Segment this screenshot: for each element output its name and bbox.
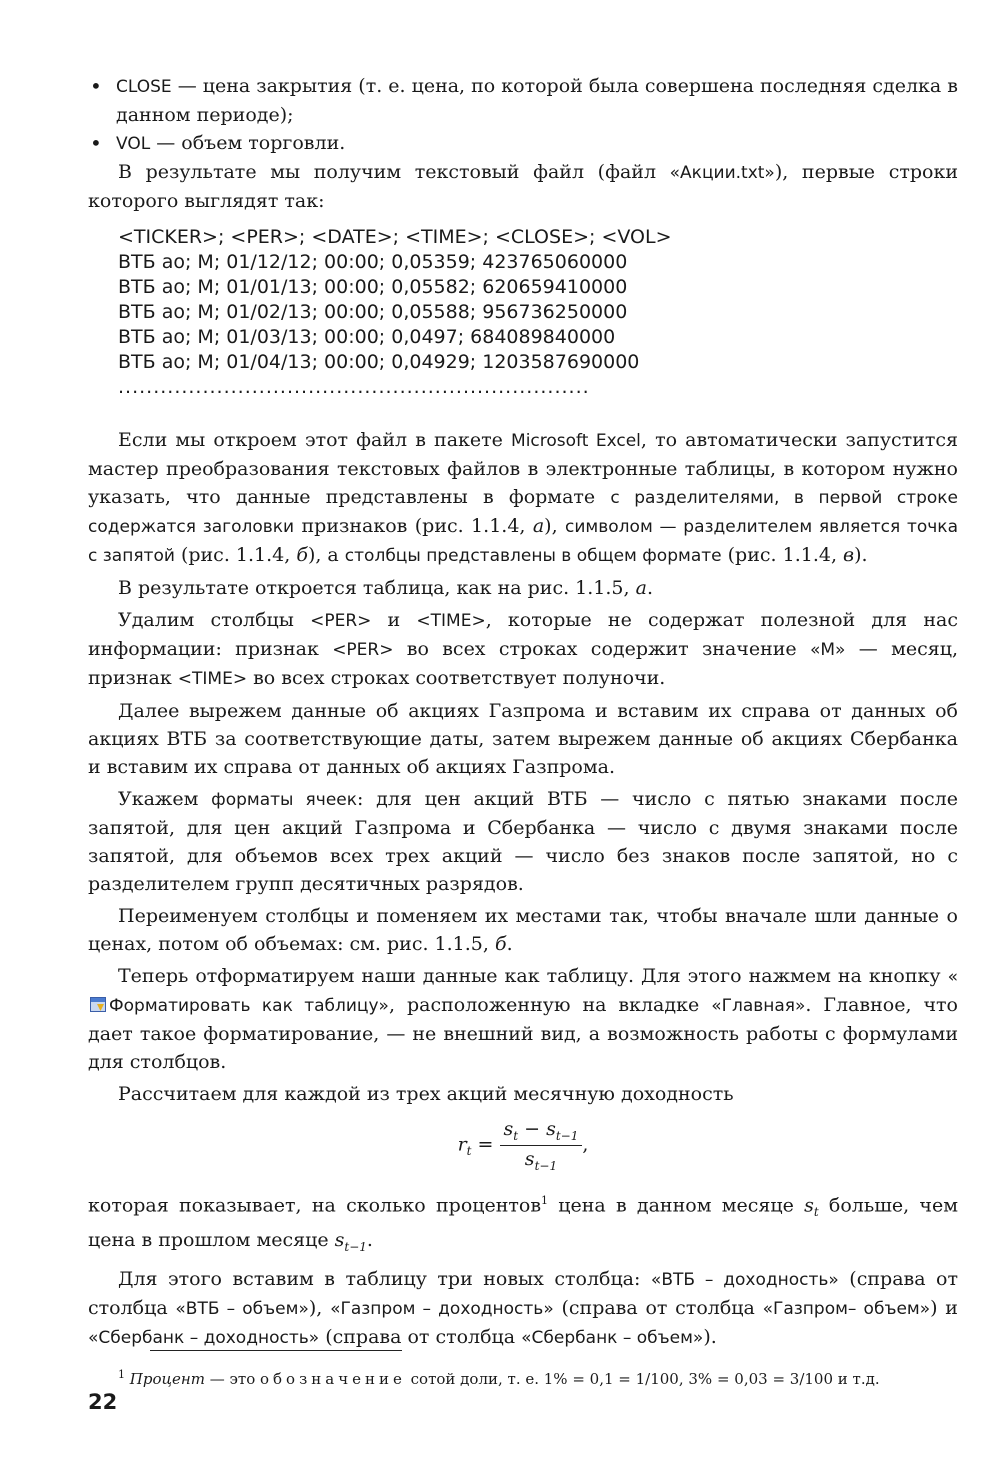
bullet-vol bbox=[88, 129, 958, 158]
term-vol: VOL bbox=[116, 134, 151, 154]
code-line: ВТБ ао; M; 01/03/13; 00:00; 0,0497; 684089840000 bbox=[118, 326, 616, 348]
code-line: <TICKER>; <PER>; <DATE>; <TIME>; <CLOSE>; <VOL> bbox=[118, 226, 672, 248]
paragraph-calc: Рассчитаем для каждой из трех акций месячную доходность bbox=[118, 1083, 734, 1105]
page-number: 22 bbox=[88, 1390, 118, 1414]
paragraph-formats: Укажем форматы ячеек: для цен акций ВТБ — число с пятью знаками после запятой, для цен акций Газпрома и Сбербанка — число с двумя знаками после запятой, для объемов всех трех акций — число без знаков после запятой, но с разделителем групп десятичных разрядов. bbox=[88, 788, 958, 895]
bullet-text: — цена закрытия (т. е. цена, по которой была совершена последняя сделка в данном периоде); bbox=[116, 75, 958, 126]
paragraph-excel: Если мы откроем этот файл в пакете Microsoft Excel, то автоматически запустится мастер преобразования текстовых файлов в электронные таблицы, в котором нужно указать, что данные представлены в формате с разделителями, в первой строке содержатся заголовки признаков (рис. 1.1.4, а), символом — разделителем является точка с запятой (рис. 1.1.4, б), а столбцы представлены в общем формате (рис. 1.1.4, в). bbox=[88, 429, 959, 566]
format-as-table-icon bbox=[90, 997, 106, 1012]
bullet-text: — объем торговли. bbox=[150, 132, 346, 154]
file-name: «Акции.txt» bbox=[669, 163, 775, 183]
paragraph-insert: Для этого вставим в таблицу три новых столбца: «ВТБ – доходность» (справа от столбца «ВТБ – объем»), «Газпром – доходность» (справа от столбца «Газпром– объем») и «Сбербанк – доходность» (справа от столбца «Сбербанк – объем»). bbox=[88, 1267, 958, 1348]
term-close: CLOSE bbox=[116, 77, 172, 97]
paragraph-intro: В результате мы получим текстовый файл (файл «Акции.txt»), первые строки которого выглядят так: bbox=[88, 161, 958, 212]
footnote-ref: 1 bbox=[541, 1193, 549, 1207]
code-line: ВТБ ао; M; 01/04/13; 00:00; 0,04929; 1203587690000 bbox=[118, 351, 640, 373]
paragraph-table: В результате откроется таблица, как на рис. 1.1.5, а. bbox=[118, 577, 653, 599]
code-block bbox=[88, 225, 958, 400]
code-line: ВТБ ао; M; 01/02/13; 00:00; 0,05588; 956736250000 bbox=[118, 301, 628, 323]
paragraph-rename: Переименуем столбцы и поменяем их местами так, чтобы вначале шли данные о ценах, потом об объемах: см. рис. 1.1.5, б. bbox=[88, 905, 958, 955]
footnote: $^1$ Процент — это обозначение сотой доли, т. е. 1% = 0,1 = 1/100, 3% = 0,03 = 3/100 и т.д. bbox=[118, 1368, 880, 1388]
footnote-divider bbox=[150, 1350, 402, 1351]
return-formula: $r_t$ = $\frac{s_t - s_{t-1}}{s_{t-1}}$ , bbox=[457, 1118, 589, 1173]
code-ellipsis: ................................................................... bbox=[118, 376, 590, 398]
code-line: ВТБ ао; M; 01/12/12; 00:00; 0,05359; 423765060000 bbox=[118, 251, 628, 273]
paragraph-format-table: Теперь отформатируем наши данные как таблицу. Для этого нажмем на кнопку «Форматировать как таблицу», расположенную на вкладке «Главная». Главное, что дает такое форматирование, — не внешний вид, а возможность работы с формулами для столбцов. bbox=[88, 965, 958, 1073]
bullet-close bbox=[88, 72, 958, 129]
paragraph-after-formula: которая показывает, на сколько процентов$^1$ цена в данном месяце $s_t$ больше, чем цена в прошлом месяце $s_{t-1}$. bbox=[88, 1193, 958, 1254]
fraction: $\frac{s_t - s_{t-1}}{s_{t-1}}$ bbox=[500, 1118, 583, 1173]
paragraph-cut: Далее вырежем данные об акциях Газпрома и вставим их справа от данных об акциях ВТБ за соответствующие даты, затем вырежем данные об акциях Сбербанка и вставим их справа от данных об акциях Газпрома. bbox=[88, 700, 958, 778]
paragraph-delete: Удалим столбцы <PER> и <TIME>, которые не содержат полезной для нас информации: признак <PER> во всех строках содержит значение «M» — месяц, признак <TIME> во всех строках соответствует полуночи. bbox=[88, 609, 958, 689]
code-line: ВТБ ао; M; 01/01/13; 00:00; 0,05582; 620659410000 bbox=[118, 276, 628, 298]
page-body bbox=[88, 72, 958, 1356]
